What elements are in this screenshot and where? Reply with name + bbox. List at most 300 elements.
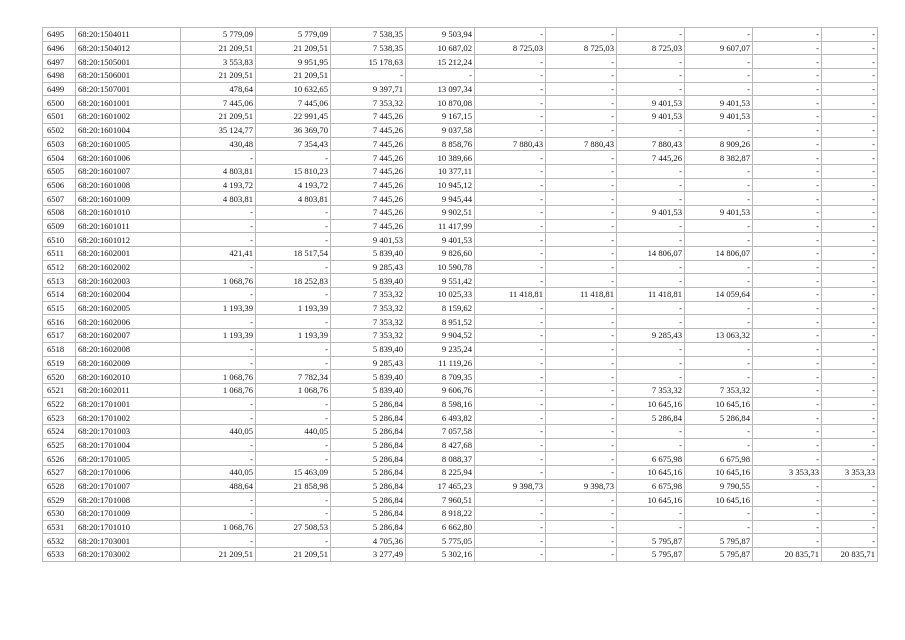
value-cell: 3 277,49 xyxy=(331,548,406,562)
value-cell: 14 806,07 xyxy=(685,247,753,261)
value-cell: 10 632,65 xyxy=(256,82,331,96)
table-row xyxy=(43,233,878,247)
value-cell: - xyxy=(822,178,878,192)
value-cell: 6 675,98 xyxy=(685,452,753,466)
value-cell: 9 235,24 xyxy=(406,342,475,356)
value-cell: 35 124,77 xyxy=(181,123,256,137)
row-number-cell: 6532 xyxy=(43,534,76,548)
value-cell: 1 193,39 xyxy=(256,329,331,343)
row-number-cell: 6521 xyxy=(43,383,76,397)
row-number-cell: 6499 xyxy=(43,82,76,96)
value-cell: 9 606,76 xyxy=(406,383,475,397)
table-row xyxy=(43,178,878,192)
value-cell: 11 417,99 xyxy=(406,219,475,233)
row-number-cell: 6526 xyxy=(43,452,76,466)
value-cell: 9 401,53 xyxy=(331,233,406,247)
value-cell: - xyxy=(685,370,753,384)
value-cell: - xyxy=(617,438,685,452)
table-row xyxy=(43,356,878,370)
row-number-cell: 6531 xyxy=(43,520,76,534)
value-cell: - xyxy=(822,110,878,124)
value-cell: 1 193,39 xyxy=(256,301,331,315)
table-row xyxy=(43,342,878,356)
value-cell: 1 068,76 xyxy=(181,274,256,288)
cadastral-code-cell: 68:20:1602005 xyxy=(76,301,181,315)
value-cell: 7 445,26 xyxy=(331,137,406,151)
value-cell: - xyxy=(256,397,331,411)
value-cell: 13 097,34 xyxy=(406,82,475,96)
row-number-cell: 6515 xyxy=(43,301,76,315)
value-cell: 4 803,81 xyxy=(256,192,331,206)
value-cell: 15 212,24 xyxy=(406,55,475,69)
cadastral-code-cell: 68:20:1601001 xyxy=(76,96,181,110)
value-cell: - xyxy=(617,370,685,384)
value-cell: 21 209,51 xyxy=(181,41,256,55)
row-number-cell: 6522 xyxy=(43,397,76,411)
value-cell: - xyxy=(475,356,546,370)
value-cell: - xyxy=(546,507,617,521)
value-cell: - xyxy=(822,233,878,247)
table-row xyxy=(43,55,878,69)
value-cell: 8 918,22 xyxy=(406,507,475,521)
value-cell: - xyxy=(753,479,822,493)
value-cell: 440,05 xyxy=(181,424,256,438)
table-row xyxy=(43,301,878,315)
value-cell: 7 538,35 xyxy=(331,28,406,42)
value-cell: - xyxy=(331,69,406,83)
value-cell: - xyxy=(822,411,878,425)
value-cell: - xyxy=(685,178,753,192)
cadastral-code-cell: 68:20:1601006 xyxy=(76,151,181,165)
value-cell: - xyxy=(822,288,878,302)
value-cell: 8 225,94 xyxy=(406,466,475,480)
value-cell: - xyxy=(753,507,822,521)
value-cell: 11 119,26 xyxy=(406,356,475,370)
value-cell: - xyxy=(753,288,822,302)
value-cell: 5 839,40 xyxy=(331,247,406,261)
row-number-cell: 6500 xyxy=(43,96,76,110)
value-cell: - xyxy=(822,205,878,219)
value-cell: - xyxy=(753,219,822,233)
value-cell: 7 445,26 xyxy=(331,205,406,219)
value-cell: - xyxy=(475,520,546,534)
value-cell: 22 991,45 xyxy=(256,110,331,124)
value-cell: - xyxy=(753,397,822,411)
value-cell: - xyxy=(546,534,617,548)
value-cell: - xyxy=(546,356,617,370)
table-row xyxy=(43,247,878,261)
value-cell: - xyxy=(256,233,331,247)
value-cell: 8 598,16 xyxy=(406,397,475,411)
value-cell: 488,64 xyxy=(181,479,256,493)
value-cell: 15 810,23 xyxy=(256,164,331,178)
row-number-cell: 6496 xyxy=(43,41,76,55)
value-cell: 5 839,40 xyxy=(331,342,406,356)
value-cell: 21 209,51 xyxy=(181,548,256,562)
value-cell: 4 803,81 xyxy=(181,192,256,206)
value-cell: - xyxy=(685,28,753,42)
value-cell: - xyxy=(822,96,878,110)
value-cell: 9 401,53 xyxy=(406,233,475,247)
value-cell: - xyxy=(475,247,546,261)
value-cell: 27 508,53 xyxy=(256,520,331,534)
cadastral-code-cell: 68:20:1701006 xyxy=(76,466,181,480)
value-cell: - xyxy=(822,438,878,452)
row-number-cell: 6501 xyxy=(43,110,76,124)
cadastral-code-cell: 68:20:1504011 xyxy=(76,28,181,42)
value-cell: - xyxy=(181,260,256,274)
row-number-cell: 6502 xyxy=(43,123,76,137)
value-cell: 15 178,63 xyxy=(331,55,406,69)
value-cell: - xyxy=(181,452,256,466)
value-cell: - xyxy=(475,452,546,466)
cadastral-code-cell: 68:20:1703001 xyxy=(76,534,181,548)
value-cell: 421,41 xyxy=(181,247,256,261)
value-cell: 9 904,52 xyxy=(406,329,475,343)
value-cell: - xyxy=(256,507,331,521)
cadastral-code-cell: 68:20:1601002 xyxy=(76,110,181,124)
value-cell: - xyxy=(475,123,546,137)
value-cell: 5 795,87 xyxy=(617,534,685,548)
value-cell: - xyxy=(617,233,685,247)
value-cell: - xyxy=(181,507,256,521)
value-cell: - xyxy=(181,411,256,425)
value-cell: - xyxy=(822,301,878,315)
value-cell: - xyxy=(546,301,617,315)
value-cell: 21 209,51 xyxy=(256,548,331,562)
value-cell: - xyxy=(822,329,878,343)
value-cell: 7 057,58 xyxy=(406,424,475,438)
value-cell: 8 909,26 xyxy=(685,137,753,151)
value-cell: - xyxy=(256,452,331,466)
value-cell: 20 835,71 xyxy=(822,548,878,562)
value-cell: 9 401,53 xyxy=(617,205,685,219)
value-cell: - xyxy=(753,123,822,137)
value-cell: - xyxy=(822,137,878,151)
value-cell: - xyxy=(546,151,617,165)
value-cell: - xyxy=(753,274,822,288)
value-cell: 9 285,43 xyxy=(331,260,406,274)
row-number-cell: 6523 xyxy=(43,411,76,425)
value-cell: - xyxy=(753,342,822,356)
cadastral-code-cell: 68:20:1701008 xyxy=(76,493,181,507)
value-cell: - xyxy=(753,82,822,96)
cadastral-code-cell: 68:20:1507001 xyxy=(76,82,181,96)
value-cell: - xyxy=(753,534,822,548)
value-cell: - xyxy=(546,370,617,384)
value-cell: 8 858,76 xyxy=(406,137,475,151)
value-cell: - xyxy=(617,507,685,521)
value-cell: 7 353,32 xyxy=(331,96,406,110)
value-cell: - xyxy=(617,274,685,288)
cadastral-code-cell: 68:20:1602004 xyxy=(76,288,181,302)
table-row xyxy=(43,110,878,124)
value-cell: 7 353,32 xyxy=(331,329,406,343)
value-cell: - xyxy=(822,260,878,274)
value-cell: 10 645,16 xyxy=(685,493,753,507)
value-cell: - xyxy=(822,452,878,466)
value-cell: - xyxy=(822,397,878,411)
value-cell: - xyxy=(822,82,878,96)
value-cell: 478,64 xyxy=(181,82,256,96)
value-cell: 6 493,82 xyxy=(406,411,475,425)
value-cell: 8 088,37 xyxy=(406,452,475,466)
table-row xyxy=(43,329,878,343)
value-cell: - xyxy=(546,383,617,397)
value-cell: - xyxy=(406,69,475,83)
value-cell: 11 418,81 xyxy=(546,288,617,302)
value-cell: - xyxy=(753,192,822,206)
value-cell: - xyxy=(617,356,685,370)
value-cell: - xyxy=(822,151,878,165)
value-cell: 4 705,36 xyxy=(331,534,406,548)
value-cell: - xyxy=(475,55,546,69)
row-number-cell: 6507 xyxy=(43,192,76,206)
value-cell: - xyxy=(475,192,546,206)
value-cell: - xyxy=(546,411,617,425)
value-cell: - xyxy=(475,164,546,178)
table-row xyxy=(43,260,878,274)
table-row xyxy=(43,370,878,384)
table-row xyxy=(43,438,878,452)
table-row xyxy=(43,452,878,466)
value-cell: 5 795,87 xyxy=(685,548,753,562)
value-cell: - xyxy=(753,233,822,247)
value-cell: 1 068,76 xyxy=(181,520,256,534)
value-cell: 8 709,35 xyxy=(406,370,475,384)
value-cell: - xyxy=(822,520,878,534)
value-cell: - xyxy=(256,534,331,548)
value-cell: - xyxy=(617,123,685,137)
row-number-cell: 6519 xyxy=(43,356,76,370)
table-row xyxy=(43,69,878,83)
value-cell: - xyxy=(685,274,753,288)
value-cell: 9 397,71 xyxy=(331,82,406,96)
value-cell: 9 945,44 xyxy=(406,192,475,206)
value-cell: - xyxy=(753,493,822,507)
value-cell: - xyxy=(546,233,617,247)
cadastral-code-cell: 68:20:1602003 xyxy=(76,274,181,288)
value-cell: - xyxy=(181,315,256,329)
cadastral-code-cell: 68:20:1703002 xyxy=(76,548,181,562)
cadastral-code-cell: 68:20:1601012 xyxy=(76,233,181,247)
value-cell: 8 725,03 xyxy=(475,41,546,55)
value-cell: 7 353,32 xyxy=(331,288,406,302)
value-cell: - xyxy=(753,370,822,384)
value-cell: 3 353,33 xyxy=(822,466,878,480)
value-cell: - xyxy=(753,55,822,69)
value-cell: - xyxy=(181,288,256,302)
value-cell: - xyxy=(685,55,753,69)
value-cell: - xyxy=(753,69,822,83)
value-cell: 9 951,95 xyxy=(256,55,331,69)
row-number-cell: 6524 xyxy=(43,424,76,438)
value-cell: - xyxy=(685,424,753,438)
value-cell: - xyxy=(617,424,685,438)
value-cell: - xyxy=(822,370,878,384)
value-cell: 5 795,87 xyxy=(685,534,753,548)
value-cell: 5 775,05 xyxy=(406,534,475,548)
value-cell: - xyxy=(822,424,878,438)
value-cell: - xyxy=(822,342,878,356)
value-cell: - xyxy=(753,424,822,438)
value-cell: - xyxy=(546,548,617,562)
row-number-cell: 6518 xyxy=(43,342,76,356)
value-cell: - xyxy=(475,219,546,233)
value-cell: - xyxy=(753,356,822,370)
value-cell: 21 209,51 xyxy=(256,41,331,55)
value-cell: 5 839,40 xyxy=(331,274,406,288)
value-cell: - xyxy=(617,520,685,534)
value-cell: 10 945,12 xyxy=(406,178,475,192)
value-cell: - xyxy=(546,82,617,96)
value-cell: - xyxy=(753,329,822,343)
value-cell: 5 286,84 xyxy=(331,411,406,425)
value-cell: - xyxy=(617,219,685,233)
table-row xyxy=(43,82,878,96)
value-cell: - xyxy=(256,356,331,370)
value-cell: 10 377,11 xyxy=(406,164,475,178)
value-cell: - xyxy=(685,315,753,329)
value-cell: - xyxy=(822,55,878,69)
table-row xyxy=(43,151,878,165)
value-cell: - xyxy=(546,96,617,110)
value-cell: - xyxy=(685,520,753,534)
cadastral-code-cell: 68:20:1701004 xyxy=(76,438,181,452)
value-cell: - xyxy=(617,192,685,206)
value-cell: 18 517,54 xyxy=(256,247,331,261)
value-cell: - xyxy=(475,205,546,219)
value-cell: - xyxy=(617,164,685,178)
value-cell: 9 401,53 xyxy=(685,110,753,124)
value-cell: 8 382,87 xyxy=(685,151,753,165)
table-row xyxy=(43,383,878,397)
value-cell: 430,48 xyxy=(181,137,256,151)
table-row xyxy=(43,424,878,438)
value-cell: - xyxy=(546,260,617,274)
row-number-cell: 6506 xyxy=(43,178,76,192)
value-cell: 7 880,43 xyxy=(617,137,685,151)
value-cell: 9 503,94 xyxy=(406,28,475,42)
value-cell: - xyxy=(546,69,617,83)
value-cell: 9 167,15 xyxy=(406,110,475,124)
value-cell: - xyxy=(475,82,546,96)
value-cell: 5 839,40 xyxy=(331,370,406,384)
table-row xyxy=(43,548,878,562)
value-cell: - xyxy=(475,438,546,452)
row-number-cell: 6511 xyxy=(43,247,76,261)
value-cell: 7 445,26 xyxy=(331,110,406,124)
value-cell: 21 209,51 xyxy=(181,110,256,124)
cadastral-code-cell: 68:20:1701010 xyxy=(76,520,181,534)
value-cell: - xyxy=(753,28,822,42)
value-cell: - xyxy=(475,493,546,507)
value-cell: - xyxy=(475,28,546,42)
value-cell: - xyxy=(753,301,822,315)
value-cell: 10 389,66 xyxy=(406,151,475,165)
value-cell: - xyxy=(546,55,617,69)
table-row xyxy=(43,192,878,206)
data-table xyxy=(42,27,878,562)
value-cell: - xyxy=(181,438,256,452)
value-cell: 9 401,53 xyxy=(617,96,685,110)
value-cell: - xyxy=(546,28,617,42)
row-number-cell: 6505 xyxy=(43,164,76,178)
value-cell: - xyxy=(822,493,878,507)
value-cell: 5 286,84 xyxy=(331,493,406,507)
value-cell: 9 790,55 xyxy=(685,479,753,493)
value-cell: 21 209,51 xyxy=(181,69,256,83)
value-cell: 5 286,84 xyxy=(331,397,406,411)
value-cell: - xyxy=(753,315,822,329)
row-number-cell: 6497 xyxy=(43,55,76,69)
value-cell: - xyxy=(822,164,878,178)
value-cell: - xyxy=(546,315,617,329)
table-row xyxy=(43,219,878,233)
value-cell: 8 951,52 xyxy=(406,315,475,329)
table-row xyxy=(43,205,878,219)
value-cell: - xyxy=(685,301,753,315)
value-cell: - xyxy=(181,151,256,165)
value-cell: - xyxy=(753,110,822,124)
value-cell: - xyxy=(822,69,878,83)
value-cell: 5 286,84 xyxy=(331,466,406,480)
row-number-cell: 6513 xyxy=(43,274,76,288)
value-cell: 7 353,32 xyxy=(685,383,753,397)
value-cell: - xyxy=(753,137,822,151)
value-cell: - xyxy=(753,452,822,466)
value-cell: 7 445,26 xyxy=(331,123,406,137)
value-cell: 8 725,03 xyxy=(617,41,685,55)
value-cell: 4 193,72 xyxy=(181,178,256,192)
value-cell: 9 401,53 xyxy=(685,96,753,110)
cadastral-code-cell: 68:20:1701002 xyxy=(76,411,181,425)
value-cell: 10 645,16 xyxy=(685,397,753,411)
value-cell: - xyxy=(685,219,753,233)
cadastral-code-cell: 68:20:1701007 xyxy=(76,479,181,493)
value-cell: - xyxy=(475,548,546,562)
value-cell: - xyxy=(546,438,617,452)
table-row xyxy=(43,479,878,493)
value-cell: 4 193,72 xyxy=(256,178,331,192)
cadastral-code-cell: 68:20:1602009 xyxy=(76,356,181,370)
value-cell: 7 445,26 xyxy=(331,192,406,206)
value-cell: - xyxy=(475,342,546,356)
value-cell: - xyxy=(617,82,685,96)
value-cell: - xyxy=(181,205,256,219)
value-cell: 7 445,06 xyxy=(256,96,331,110)
row-number-cell: 6528 xyxy=(43,479,76,493)
value-cell: - xyxy=(685,69,753,83)
value-cell: - xyxy=(546,178,617,192)
value-cell: - xyxy=(685,164,753,178)
cadastral-code-cell: 68:20:1602006 xyxy=(76,315,181,329)
value-cell: - xyxy=(475,370,546,384)
value-cell: - xyxy=(617,342,685,356)
value-cell: - xyxy=(822,123,878,137)
value-cell: - xyxy=(475,507,546,521)
value-cell: - xyxy=(546,493,617,507)
value-cell: 8 725,03 xyxy=(546,41,617,55)
value-cell: - xyxy=(475,151,546,165)
table-row xyxy=(43,96,878,110)
value-cell: - xyxy=(753,164,822,178)
value-cell: 5 286,84 xyxy=(685,411,753,425)
value-cell: - xyxy=(256,219,331,233)
value-cell: 1 068,76 xyxy=(181,370,256,384)
value-cell: - xyxy=(546,342,617,356)
value-cell: 10 687,02 xyxy=(406,41,475,55)
